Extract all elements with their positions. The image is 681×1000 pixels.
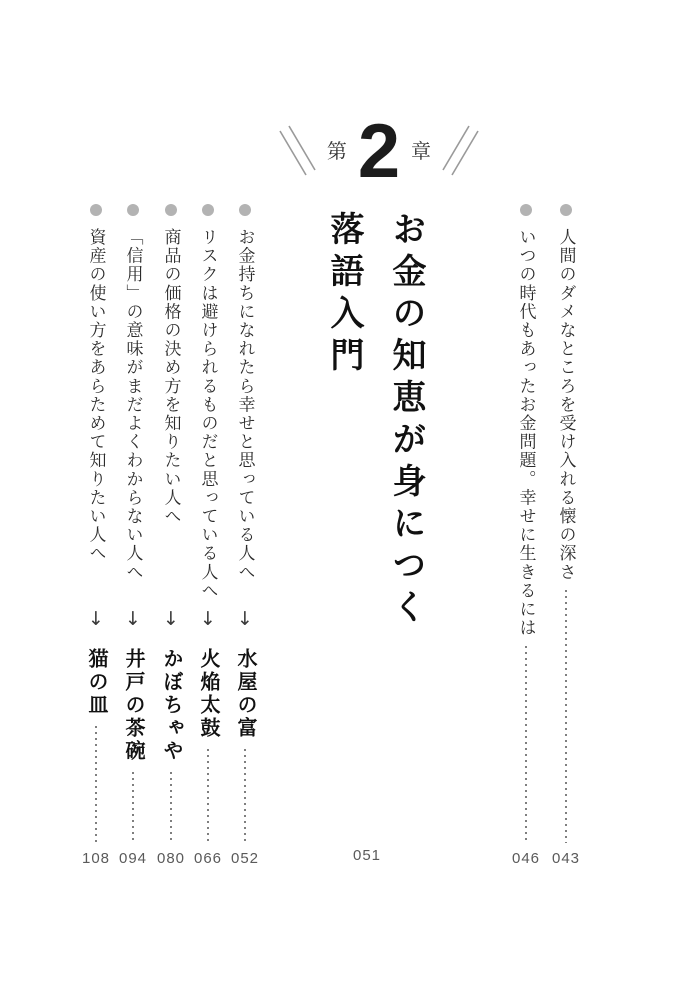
- entry-page-number: 094: [118, 850, 148, 867]
- chapter-title-sub: 落語入門: [325, 211, 363, 379]
- entry-text: 人間のダメなところを受け入れる懐の深さ: [556, 228, 576, 582]
- story-title: 火焔太鼓: [197, 648, 219, 740]
- entry-text: いつの時代もあったお金問題。幸せに生きるには: [516, 228, 536, 638]
- chapter-prefix: 第: [326, 141, 347, 163]
- bullet-icon: [202, 204, 214, 216]
- double-slash-left-icon: [278, 123, 316, 181]
- entry-text-wrap: [225, 228, 265, 606]
- bullet-icon: [90, 204, 102, 216]
- entry-text-wrap: [151, 228, 191, 606]
- down-arrow-icon: ↓: [237, 608, 253, 630]
- entry-page-number: 080: [156, 850, 186, 867]
- entry-text: 商品の価格の決め方を知りたい人へ: [161, 228, 181, 526]
- page-folio: 051: [352, 847, 382, 864]
- toc-entry-intro: [506, 204, 546, 868]
- bullet-icon: [127, 204, 139, 216]
- entry-page-number: 043: [551, 850, 581, 867]
- story-title: 猫の皿: [85, 648, 107, 717]
- entry-page-number: 052: [230, 850, 260, 867]
- dotted-leader: [170, 772, 172, 843]
- toc-entry-story: [76, 204, 116, 868]
- toc-entry-story: [113, 204, 153, 868]
- chapter-suffix: 章: [411, 141, 432, 163]
- entry-page-number: 108: [81, 850, 111, 867]
- entry-text-wrap: [113, 228, 153, 606]
- entry-text-wrap: [188, 228, 228, 606]
- down-arrow-icon: ↓: [88, 608, 104, 630]
- chapter-number: 2: [357, 109, 401, 195]
- toc-entry-story: [225, 204, 265, 868]
- story-title: 井戸の茶碗: [122, 648, 144, 763]
- entry-text-wrap: [76, 228, 116, 606]
- bullet-icon: [520, 204, 532, 216]
- dotted-leader: [244, 749, 246, 843]
- chapter-title-main: お金の知恵が身につく: [387, 211, 425, 631]
- entry-page-number: 066: [193, 850, 223, 867]
- toc-entry-story: [151, 204, 191, 868]
- toc-entry-story: [188, 204, 228, 868]
- entry-page-number: 046: [511, 850, 541, 867]
- toc-entry-intro: [546, 204, 586, 868]
- double-slash-right-icon: [442, 123, 480, 181]
- chapter-header: [278, 110, 480, 194]
- bullet-icon: [560, 204, 572, 216]
- bullet-icon: [165, 204, 177, 216]
- down-arrow-icon: ↓: [125, 608, 141, 630]
- entry-text: 資産の使い方をあらためて知りたい人へ: [86, 228, 106, 563]
- bullet-icon: [239, 204, 251, 216]
- down-arrow-icon: ↓: [200, 608, 216, 630]
- entry-text: リスクは避けられるものだと思っている人へ: [198, 228, 218, 600]
- dotted-leader: [565, 590, 567, 843]
- story-title: 水屋の富: [234, 648, 256, 740]
- dotted-leader: [207, 749, 209, 843]
- story-title: かぼちゃや: [160, 648, 182, 763]
- entry-text: お金持ちになれたら幸せと思っている人へ: [235, 228, 255, 582]
- dotted-leader: [132, 772, 134, 843]
- dotted-leader: [95, 726, 97, 843]
- entry-text: 「信用」の意味がまだよくわからない人へ: [123, 228, 143, 582]
- dotted-leader: [525, 646, 527, 843]
- down-arrow-icon: ↓: [163, 608, 179, 630]
